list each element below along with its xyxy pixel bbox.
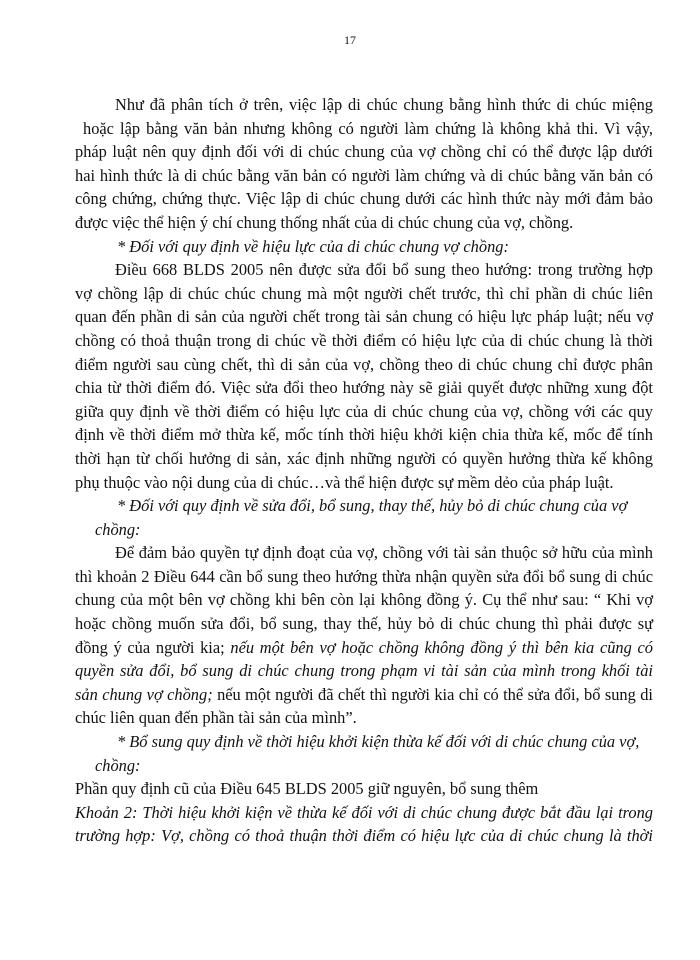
text-line: được việc thể hiện ý chí chung thống nhất của di chúc chung của vợ, chồng. (75, 212, 574, 232)
text-line: chung của một bên vợ chồng khi bên còn lại không đồng ý. Cụ thể như sau: “ Khi vợ (75, 590, 653, 610)
page-number: 17 (344, 33, 356, 47)
text-line: phụ thuộc vào nội dung của di chúc…và thể hiện được sự mềm dẻo của pháp luật. (75, 472, 614, 492)
text-line: trường hợp: Vợ, chồng có thoả thuận thời điểm có hiệu lực của di chúc chung là thời (75, 826, 653, 846)
text-line: định về thời điểm mở thừa kế, mốc tính thời hiệu khởi kiện chia thừa kế, mốc để tính (75, 425, 653, 445)
text-line: hoặc lập bằng văn bản nhưng không có người làm chứng là không khả thi. Vì vậy, (83, 118, 653, 138)
text-run: nếu một người đã chết thì người kia chỉ có thể sửa đổi, bổ sung di (212, 684, 653, 704)
text-line: hoặc chồng muốn sửa đổi, bổ sung, thay thế, hủy bỏ di chúc chung thì phải được sự (75, 614, 653, 634)
text-line: Điều 668 BLDS 2005 nên được sửa đổi bổ sung theo hướng: trong trường hợp (115, 260, 653, 280)
text-line: công chứng, chứng thực. Việc lập di chúc chung dưới các hình thức này mới đảm bảo (75, 189, 653, 209)
text-line: vợ chồng lập di chúc chúc chung mà một người chết trước, thì chỉ phần di chúc liên (75, 283, 653, 303)
text-line: Để đảm bảo quyền tự định đoạt của vợ, chồng với tài sản thuộc sở hữu của mình (115, 543, 653, 563)
text-line: chồng có thoả thuận trong di chúc về thời điểm có hiệu lực của di chúc chung là thời (75, 330, 653, 350)
text-line (75, 683, 653, 707)
text-line: Phần quy định cũ của Điều 645 BLDS 2005 giữ nguyên, bổ sung thêm (75, 779, 539, 799)
text-line: giữa quy định về thời điểm có hiệu lực của di chúc chung của vợ, chồng với các quy (75, 401, 653, 421)
text-line: hai hình thức là di chúc bằng văn bản có người làm chứng và di chúc bằng văn bản có (75, 165, 653, 185)
text-line: thì khoản 2 Điều 644 cần bổ sung theo hướng thừa nhận quyền sửa đổi bổ sung di chúc (75, 566, 653, 586)
text-line: điểm người sau cùng chết, thì di sản của vợ, chồng theo di chúc chung chỉ được phân (75, 354, 653, 374)
text-line: chồng: (95, 755, 141, 775)
document-body (75, 93, 653, 848)
text-line: * Đối với quy định về sửa đổi, bổ sung, thay thế, hủy bỏ di chúc chung của vợ (117, 496, 628, 516)
text-line: pháp luật nên quy định đối với di chúc chung của vợ chồng chỉ có thể được lập dưới (75, 142, 653, 162)
text-run-italic: nếu một bên vợ hoặc chồng không đồng ý thì bên kia cũng có (230, 637, 653, 657)
text-line: chia từ thời điểm đó. Việc sửa đổi theo hướng này sẽ giải quyết được những xung đột (75, 378, 653, 398)
text-line: * Đối với quy định về hiệu lực của di chúc chung vợ chồng: (117, 236, 509, 256)
text-line: chúc liên quan đến phần tài sản của mình”. (75, 708, 357, 728)
text-line: quyền sửa đổi, bổ sung di chúc chung trong phạm vi tài sản của mình trong khối tài (75, 661, 653, 681)
text-line: chồng: (95, 519, 141, 539)
text-line: quan đến phần di sản của người chết trong tài sản chung có hiệu lực pháp luật; nếu vợ (75, 307, 653, 327)
text-line: * Bổ sung quy định về thời hiệu khởi kiện thừa kế đối với di chúc chung của vợ, (117, 732, 640, 752)
text-run: đồng ý của người kia; (75, 637, 231, 657)
text-line: Khoản 2: Thời hiệu khởi kiện về thừa kế đối với di chúc chung được bắt đầu lại trong (75, 802, 653, 822)
text-line (75, 636, 653, 660)
text-line: Như đã phân tích ở trên, việc lập di chúc chung bằng hình thức di chúc miệng (115, 95, 653, 114)
text-run-italic: sản chung vợ chồng; (75, 684, 213, 704)
text-line: thời hạn từ chối hưởng di sản, xác định những người có quyền hưởng thừa kế không (75, 448, 653, 468)
